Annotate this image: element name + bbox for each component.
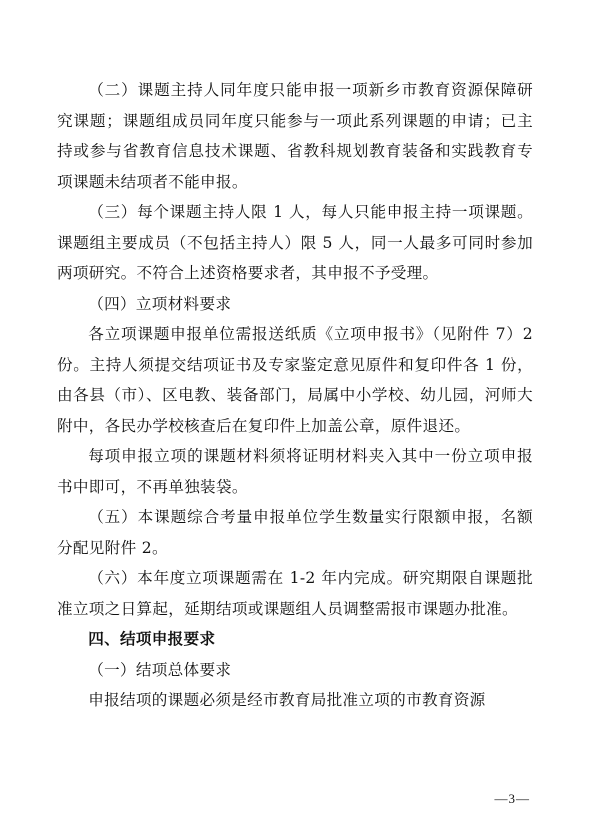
section-heading: 四、结项申报要求 xyxy=(88,630,216,648)
paragraph-closing-requirement: 申报结项的课题必须是经市教育局批准立项的市教育资源 xyxy=(88,691,486,709)
paragraph-qualification-limits: （二）课题主持人同年度只能申报一项新乡市教育资源保障研究课题；课题组成员同年度只能参与一项此系列课题的申请；已主持或参与省教育信息技术课题、省教科规划教育装备和实践教育专项课题未结项者不能申报。 xyxy=(57,81,533,191)
document-body xyxy=(57,75,533,716)
paragraph-completion-period: （六）本年度立项课题需在 1-2 年内完成。研究期限自课题批准立项之日算起，延期结项或课题组人员调整需报市课题办批准。 xyxy=(57,569,533,618)
page-number: —3— xyxy=(494,791,530,806)
paragraph-material-submission: 各立项课题申报单位需报送纸质《立项申报书》（见附件 7）2 份。主持人须提交结项证书及专家鉴定意见原件和复印件各 1 份，由各县（市）、区电教、装备部门，局属中小学校、幼儿园，河师大附中，各民办学校核查后在复印件上加盖公章，原件退还。 xyxy=(57,325,533,435)
paragraph-material-requirements-title: （四）立项材料要求 xyxy=(88,294,232,313)
paragraph-material-packaging: 每项申报立项的课题材料须将证明材料夹入其中一份立项申报书中即可，不再单独装袋。 xyxy=(57,447,533,496)
sub-heading: （一）结项总体要求 xyxy=(88,660,232,679)
paragraph-host-limits: （三）每个课题主持人限 1 人，每人只能申报主持一项课题。课题组主要成员（不包括主持人）限 5 人，同一人最多可同时参加两项研究。不符合上述资格要求者，其申报不予受理。 xyxy=(57,203,533,282)
paragraph-quota: （五）本课题综合考量申报单位学生数量实行限额申报，名额分配见附件 2。 xyxy=(57,508,533,557)
